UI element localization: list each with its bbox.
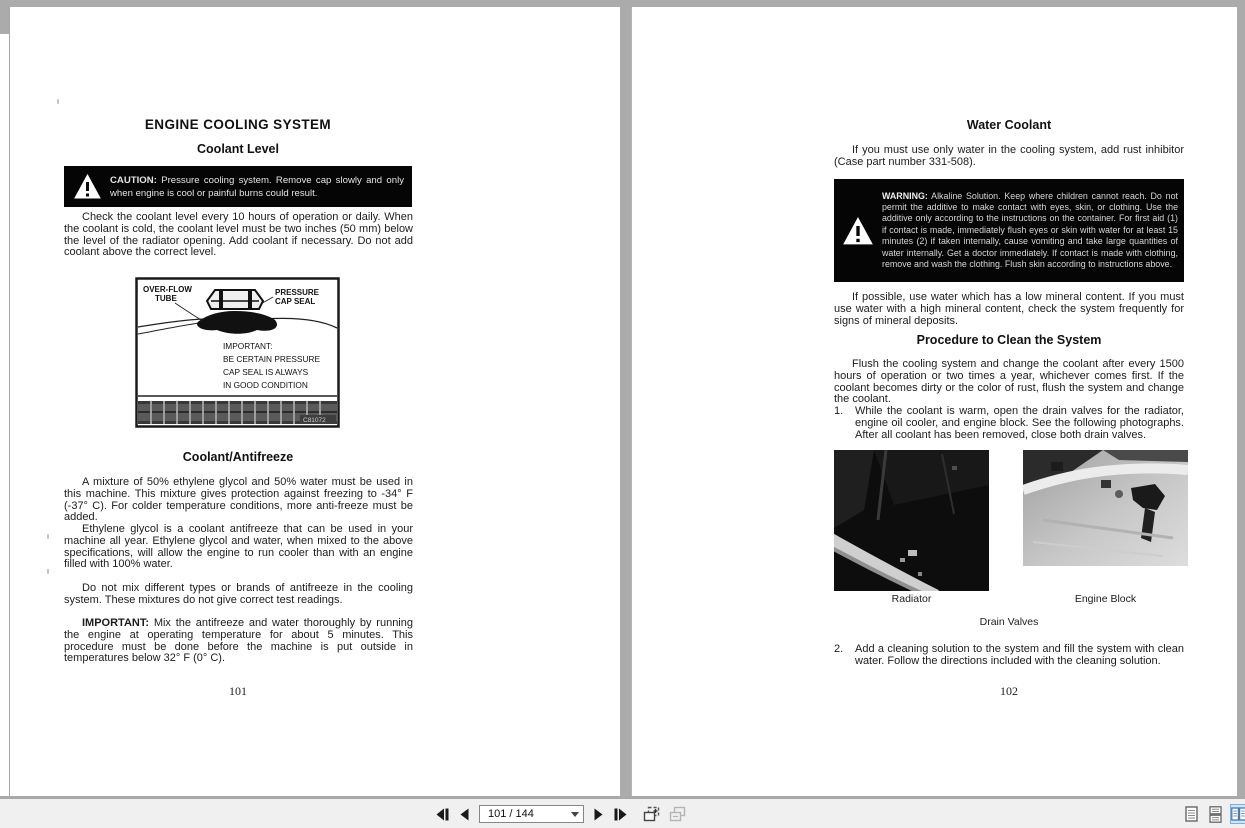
scan-speck <box>47 569 49 574</box>
page-indicator-value: 101 / 144 <box>488 808 534 820</box>
svg-text:IN GOOD CONDITION: IN GOOD CONDITION <box>223 380 308 390</box>
scan-speck <box>47 534 49 539</box>
paragraph-important: IMPORTANT: Mix the antifreeze and water thoroughly by running the engine at operating temperature for about 5 minutes. This procedure must be done before the machine is put outside in temperatures below 32° F (0° C). <box>64 617 413 665</box>
paragraph-do-not-mix: Do not mix different types or brands of antifreeze in the cooling system. These mixtures do not give correct test readings. <box>64 582 413 606</box>
caution-text: CAUTION: Pressure cooling system. Remove cap slowly and only when engine is cool or painful burns could result. <box>110 174 404 199</box>
document-page-right <box>631 7 1237 797</box>
page-number-combobox[interactable] <box>479 805 584 823</box>
engine-block-drain-valve-photo <box>1023 450 1188 566</box>
continuous-view-button[interactable] <box>1206 804 1224 824</box>
svg-text:OVER-FLOW: OVER-FLOW <box>143 285 192 294</box>
paragraph-rust-inhibitor: If you must use only water in the cooling system, add rust inhibitor (Case part number 331-508). <box>834 144 1184 168</box>
first-page-button[interactable] <box>435 808 450 821</box>
paragraph-ethylene-glycol: Ethylene glycol is a coolant antifreeze that can be used in your machine all year. Ethylene glycol and water, when mixed to the above specifications, will allow the engine to run cooler than with an engine filled with 100% water. <box>64 523 413 571</box>
section-heading-procedure: Procedure to Clean the System <box>916 333 1102 347</box>
viewer-toolbar <box>0 796 1245 828</box>
paragraph-flush-system: Flush the cooling system and change the coolant after every 1500 hours of operation or two times a year, whichever comes first. If the coolant becomes dirty or the color of rust, flush the system and change the coolant. <box>834 358 1184 406</box>
section-heading-coolant-antifreeze: Coolant/Antifreeze <box>182 450 294 464</box>
facing-pages-view-button[interactable] <box>1230 804 1245 824</box>
svg-text:IMPORTANT:: IMPORTANT: <box>223 341 273 351</box>
warning-triangle-icon <box>64 174 110 199</box>
paragraph-check-coolant: Check the coolant level every 10 hours of operation or daily. When the coolant is cold, the coolant level must be two inches (50 mm) below the level of the radiator opening. Add coolant if necessary. Do not add coolant above the correct level. <box>64 211 413 259</box>
svg-text:CAP SEAL: CAP SEAL <box>275 297 316 306</box>
page-number-left: 101 <box>229 684 247 698</box>
svg-text:BE CERTAIN PRESSURE: BE CERTAIN PRESSURE <box>223 354 320 364</box>
svg-text:C81072: C81072 <box>303 417 326 424</box>
caption-drain-valves: Drain Valves <box>979 616 1039 628</box>
page-gap-divider <box>620 7 631 797</box>
list-number: 1. <box>834 405 844 417</box>
window-left-frame <box>0 7 9 34</box>
section-heading-water-coolant: Water Coolant <box>966 118 1052 132</box>
page-navigation-group <box>435 803 686 825</box>
last-page-button[interactable] <box>613 808 628 821</box>
svg-text:PRESSURE: PRESSURE <box>275 288 320 297</box>
page-layout-group <box>1182 803 1245 825</box>
previous-view-button[interactable] <box>643 806 660 822</box>
list-item-1: 1. While the coolant is warm, open the drain valves for the radiator, engine oil cooler, and engine block. See the following photographs. After all coolant has been removed, close both drain valves. <box>834 405 1184 441</box>
important-label: IMPORTANT: <box>82 617 150 629</box>
list-number: 2. <box>834 643 844 655</box>
caution-label: CAUTION: <box>110 174 157 186</box>
caution-box <box>64 166 412 207</box>
single-page-view-button[interactable] <box>1182 804 1200 824</box>
previous-page-button[interactable] <box>459 808 470 821</box>
window-top-frame <box>0 0 1245 7</box>
caption-radiator: Radiator <box>891 593 932 605</box>
document-page-left <box>9 7 620 797</box>
next-page-button[interactable] <box>593 808 604 821</box>
warning-box <box>834 179 1184 282</box>
list-item-2: 2. Add a cleaning solution to the system and fill the system with clean water. Follow the directions included with the cleaning solution. <box>834 643 1184 667</box>
warning-triangle-icon <box>834 217 882 245</box>
radiator-core-pattern <box>138 401 337 424</box>
scan-speck <box>57 99 59 104</box>
window-right-frame <box>1237 7 1245 797</box>
section-heading-coolant-level: Coolant Level <box>197 142 279 156</box>
paragraph-low-mineral: If possible, use water which has a low mineral content. If you must use water with a high mineral content, check the system frequently for signs of mineral deposits. <box>834 291 1184 327</box>
svg-text:TUBE: TUBE <box>155 294 177 303</box>
chevron-down-icon <box>571 812 579 817</box>
warning-text: WARNING: Alkaline Solution. Keep where children cannot reach. Do not permit the additive to make contact with eyes, skin, or clothing. Use the additive only according to the instructions on the container. For first aid (1) if contact is made, immediately flush eyes or skin with water for at least 15 minutes (2) if taken internally, cause vomiting and take large quantities of water internally. Get a doctor immediately. If contact is made with clothing, remove and wash the clothing. Flush skin according to instructions above. <box>882 190 1178 270</box>
page-title: ENGINE COOLING SYSTEM <box>144 117 332 132</box>
paragraph-mixture: A mixture of 50% ethylene glycol and 50% water must be used in this machine. This mixture gives protection against freezing to -34° F (-37° C). For colder temperature conditions, more anti-freeze must be added. <box>64 476 413 524</box>
svg-text:CAP SEAL IS ALWAYS: CAP SEAL IS ALWAYS <box>223 367 309 377</box>
warning-label: WARNING: <box>882 190 928 201</box>
radiator-cap-diagram <box>135 277 340 428</box>
next-view-button[interactable] <box>669 806 686 822</box>
caption-engine-block: Engine Block <box>1074 593 1137 605</box>
page-number-right: 102 <box>1000 684 1018 698</box>
radiator-drain-valve-photo <box>834 450 989 591</box>
